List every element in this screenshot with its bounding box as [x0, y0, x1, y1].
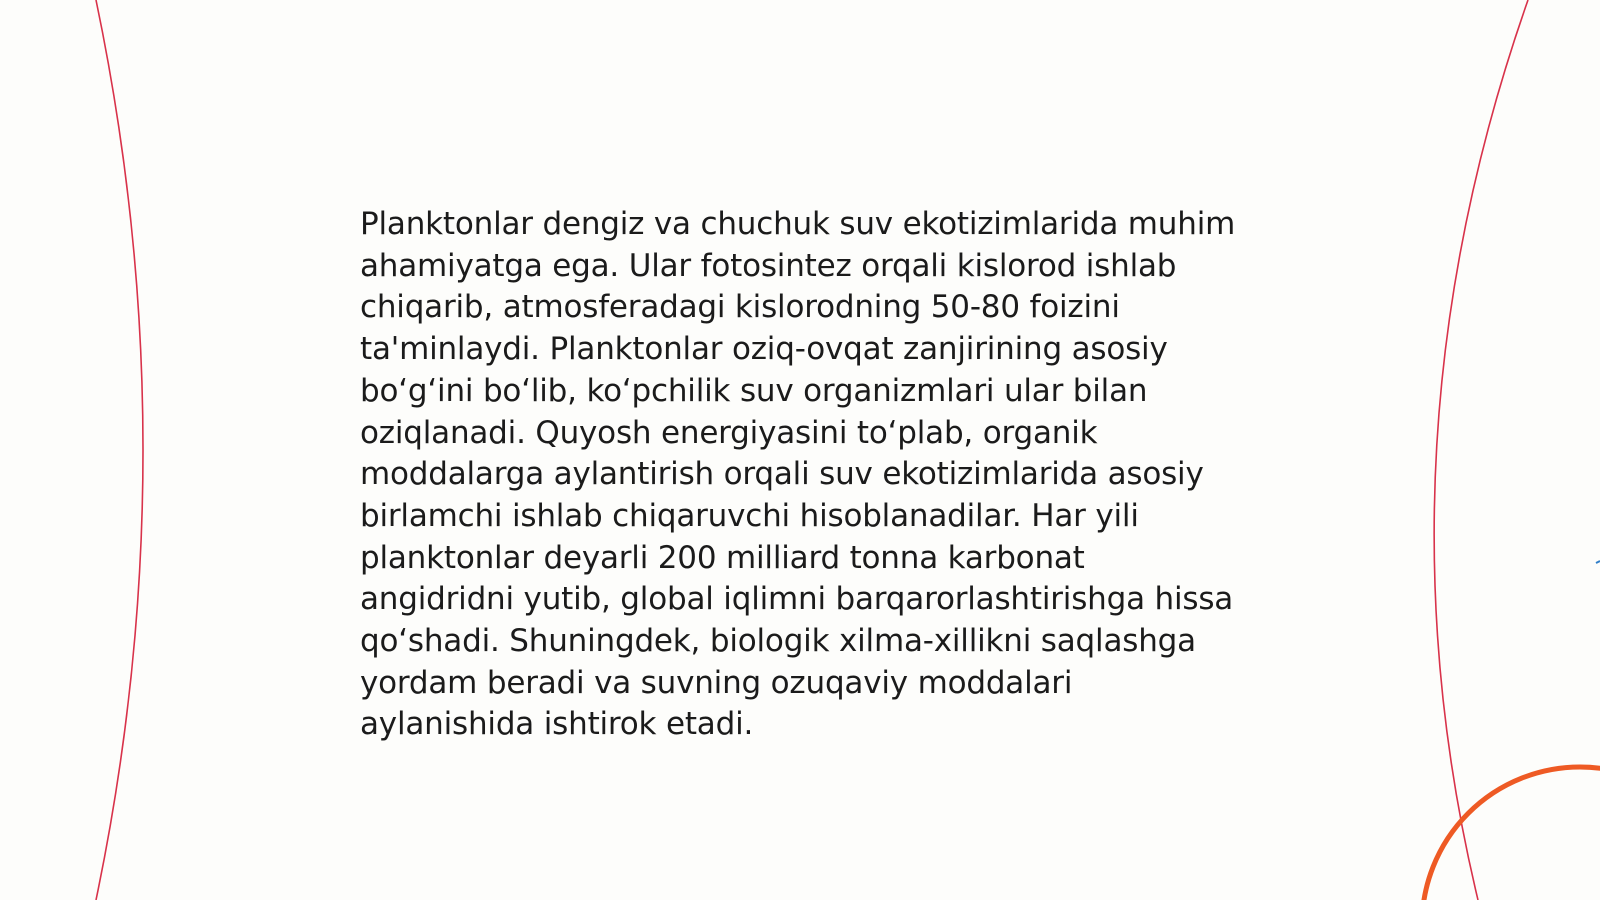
blue-accent-mark	[1596, 561, 1600, 563]
right-arc-line	[1434, 0, 1528, 900]
orange-circle-outline	[1422, 767, 1600, 900]
body-paragraph: Planktonlar dengiz va chuchuk suv ekotizimlarida muhim ahamiyatga ega. Ular fotosintez orqali kislorod ishlab chiqarib, atmosferadagi kislorodning 50-80 foizini ta'minlaydi. Planktonlar oziq-ovqat zanjirining asosiy bo‘g‘ini bo‘lib, ko‘pchilik suv organizmlari ular bilan oziqlanadi. Quyosh energiyasini to‘plab, organik moddalarga aylantirish orqali suv ekotizimlarida asosiy birlamchi ishlab chiqaruvchi hisoblanadilar. Har yili planktonlar deyarli 200 milliard tonna karbonat angidridni yutib, global iqlimni barqarorlashtirishga hissa qo‘shadi. Shuningdek, biologik xilma-xillikni saqlashga yordam beradi va suvning ozuqaviy moddalari aylanishida ishtirok etadi.	[360, 206, 1236, 743]
left-arc-line	[96, 0, 143, 900]
